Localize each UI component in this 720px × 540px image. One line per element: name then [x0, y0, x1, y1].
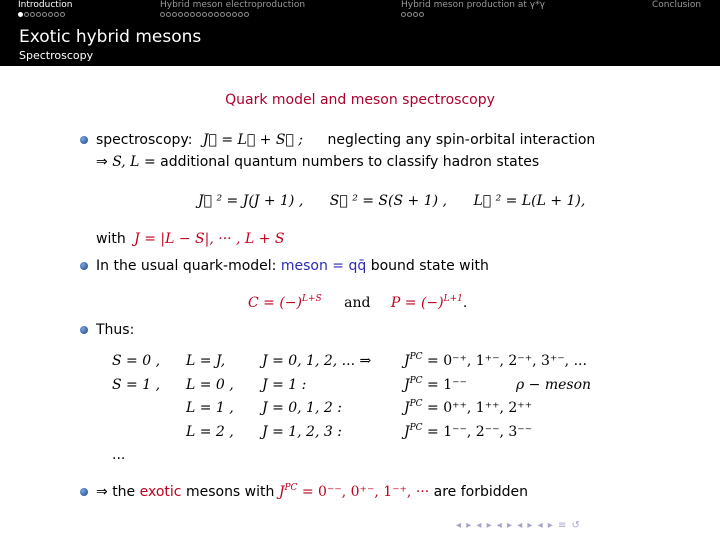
nav-section-hybrid-gamma-gamma[interactable] [401, 0, 545, 19]
table-j-cell: J = 0, 1, 2, ... ⇒ [262, 353, 372, 369]
nav-section-introduction[interactable] [18, 0, 73, 19]
nav-section-label[interactable]: Hybrid meson electroproduction [160, 0, 306, 10]
table-ellipsis: ... [112, 447, 126, 463]
c-parity-base: C = (−) [248, 295, 302, 311]
jpc-equals: = [427, 353, 439, 369]
nav-dot[interactable] [36, 12, 41, 17]
jpc-symbol: J [278, 484, 285, 500]
nav-dot[interactable] [48, 12, 53, 17]
table-l-cell: L = 2 , [186, 424, 234, 440]
period: . [462, 295, 468, 311]
nav-section-conclusion[interactable] [652, 0, 701, 10]
jpc-superscript: PC [284, 483, 298, 493]
nav-dot[interactable] [18, 12, 23, 17]
nav-dot[interactable] [214, 12, 219, 17]
nav-section-label[interactable]: Conclusion [652, 0, 702, 10]
exotic-text-b: mesons with [185, 484, 275, 500]
table-s-cell: S = 0 , [112, 353, 161, 369]
nav-dot[interactable] [244, 12, 249, 17]
implies-arrow: ⇒ [96, 154, 108, 170]
p-parity-exponent: L+1 [443, 294, 463, 304]
nav-section-dots [160, 12, 305, 19]
meson-equation: meson = qq̄ [280, 258, 367, 274]
nav-dot[interactable] [166, 12, 171, 17]
nav-dot[interactable] [184, 12, 189, 17]
bullet-icon [80, 326, 88, 334]
quantum-number-text: = additional quantum numbers to classify hadron states [143, 154, 540, 170]
table-l-cell: L = J, [186, 353, 226, 369]
jpc-symbol: J [404, 424, 410, 440]
nav-dot[interactable] [30, 12, 35, 17]
c-parity-equation [248, 295, 322, 311]
jpc-values: 1⁻⁻ [443, 377, 467, 393]
jpc-equals: = [427, 377, 439, 393]
eigen-l: L⃗ ² = L(L + 1), [473, 193, 586, 209]
jpc-symbol: J [404, 377, 410, 393]
j-range-line [96, 230, 284, 248]
item-exotic-mesons [96, 483, 528, 501]
jpc-equals: = [427, 400, 439, 416]
bullet-icon [80, 136, 88, 144]
quark-model-text-b: bound state with [370, 258, 489, 274]
nav-dot[interactable] [172, 12, 177, 17]
eigen-s: S⃗ ² = S(S + 1) , [329, 193, 447, 209]
nav-dot[interactable] [401, 12, 406, 17]
nav-dot[interactable] [178, 12, 183, 17]
quantum-number-symbols: S, L [112, 154, 140, 170]
implies-arrow: ⇒ [96, 484, 108, 500]
nav-dot[interactable] [208, 12, 213, 17]
frame-title-bar [0, 22, 720, 66]
bullet-icon [80, 488, 88, 496]
nav-section-dots [18, 12, 73, 19]
eigenvalue-equations [198, 192, 585, 210]
jpc-superscript: PC [409, 399, 423, 409]
table-jpc-cell [404, 423, 532, 441]
table-j-cell: J = 1 : [262, 377, 307, 393]
table-jpc-cell [404, 376, 467, 394]
exotic-jpc [279, 484, 429, 500]
navigation-bar [0, 0, 720, 22]
exotic-text-a: the [112, 484, 136, 500]
nav-dot[interactable] [190, 12, 195, 17]
nav-dot[interactable] [226, 12, 231, 17]
nav-dot[interactable] [54, 12, 59, 17]
jpc-superscript: PC [409, 352, 423, 362]
nav-section-hybrid-electroproduction[interactable] [160, 0, 305, 19]
table-j-cell: J = 0, 1, 2 : [262, 400, 342, 416]
p-parity-equation [391, 295, 463, 311]
p-parity-base: P = (−) [390, 295, 444, 311]
jpc-superscript: PC [409, 376, 423, 386]
nav-dot[interactable] [60, 12, 65, 17]
nav-dot[interactable] [407, 12, 412, 17]
nav-dot[interactable] [220, 12, 225, 17]
with-label: with [96, 231, 126, 247]
nav-section-dots [401, 12, 545, 19]
eigen-j: J⃗ ² = J(J + 1) , [198, 193, 304, 209]
jpc-symbol: J [404, 353, 410, 369]
jpc-superscript: PC [409, 423, 423, 433]
quark-model-text-a: In the usual quark-model: [96, 258, 277, 274]
bullet-icon [80, 262, 88, 270]
item-note: neglecting any spin-orbital interaction [327, 132, 596, 148]
nav-dot[interactable] [232, 12, 237, 17]
nav-section-label[interactable]: Introduction [18, 0, 73, 10]
table-l-cell: L = 0 , [186, 377, 234, 393]
exotic-text-c: are forbidden [433, 484, 529, 500]
frame-title: Exotic hybrid mesons [19, 27, 202, 47]
nav-dot[interactable] [160, 12, 165, 17]
thus-label: Thus: [96, 322, 135, 338]
nav-dot[interactable] [238, 12, 243, 17]
frame-subtitle: Spectroscopy [19, 49, 94, 62]
table-jpc-cell [404, 399, 532, 417]
item-quark-model [96, 257, 489, 275]
table-l-cell: L = 1 , [186, 400, 234, 416]
nav-section-label[interactable]: Hybrid meson production at γ*γ [401, 0, 545, 10]
nav-dot[interactable] [196, 12, 201, 17]
nav-dot[interactable] [419, 12, 424, 17]
jpc-symbol: J [404, 400, 410, 416]
item-label: spectroscopy: [96, 132, 193, 148]
jpc-values: 0⁻⁺, 1⁺⁻, 2⁻⁺, 3⁺⁻, ... [443, 353, 587, 369]
table-j-cell: J = 1, 2, 3 : [262, 424, 342, 440]
and-word: and [344, 295, 371, 311]
item-spectroscopy [96, 131, 595, 149]
rho-meson-label: ρ − meson [516, 377, 592, 393]
exotic-word: exotic [139, 484, 182, 500]
table-s-cell: S = 1 , [112, 377, 161, 393]
table-jpc-cell [404, 352, 587, 370]
nav-dot[interactable] [42, 12, 47, 17]
item-quantum-numbers-line [96, 153, 539, 171]
parity-equations [248, 294, 467, 312]
rho-meson-note [516, 376, 591, 394]
nav-dot[interactable] [24, 12, 29, 17]
jpc-equals: = [427, 424, 439, 440]
nav-dot[interactable] [413, 12, 418, 17]
j-range-math: J = |L − S|, ··· , L + S [134, 231, 285, 247]
angular-momentum-equation: J⃗ = L⃗ + S⃗ ; [202, 132, 304, 148]
c-parity-exponent: L+S [302, 294, 322, 304]
beamer-navigation-controls[interactable]: ◂ ▸ ◂ ▸ ◂ ▸ ◂ ▸ ◂ ▸ ≡ ↺ [456, 520, 581, 531]
block-title: Quark model and meson spectroscopy [225, 92, 495, 108]
exotic-jpc-values: = 0⁻⁻, 0⁺⁻, 1⁻⁺, ··· [301, 484, 430, 500]
jpc-values: 0⁺⁺, 1⁺⁺, 2⁺⁺ [443, 400, 533, 416]
jpc-values: 1⁻⁻, 2⁻⁻, 3⁻⁻ [443, 424, 533, 440]
nav-dot[interactable] [202, 12, 207, 17]
